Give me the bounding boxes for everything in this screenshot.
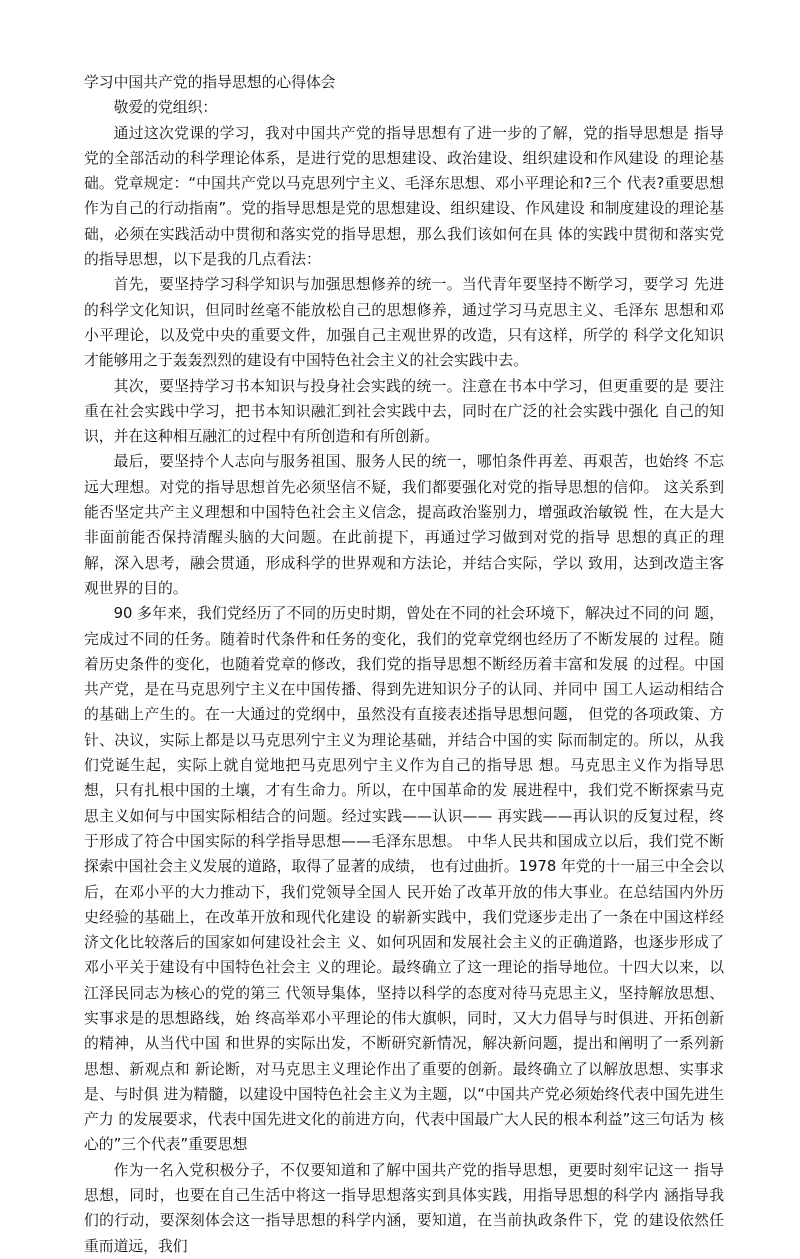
document-title: 学习中国共产党的指导思想的心得体会 (84, 74, 336, 91)
paragraph-conclusion: 作为一名入党积极分子，不仅要知道和了解中国共产党的指导思想，更要时刻牢记这一 指导思想，同时，也要在自己生活中将这一指导思想落实到具体实践，用指导思想的科学内 涵指导我们的行动，要深刻体会这一指导思想的科学内涵，要知道，在当前执政条件下，党 的建设依然任重而道远，我们 (84, 1161, 724, 1255)
paragraph-intro: 通过这次党课的学习，我对中国共产党的指导思想有了进一步的了解，党的指导思想是 指导党的全部活动的科学理论体系，是进行党的思想建设、政治建设、组织建设和作风建设 的理论基础。党章规定：“中国共产党以马克思列宁主义、毛泽东思想、邓小平理论和?三个 代表?重要思想作为自己的行动指南”。党的指导思想是党的思想建设、组织建设、作风建设 和制度建设的理论基础，必须在实践活动中贯彻和落实党的指导思想，那么我们该如何在具 体的实践中贯彻和落实党的指导思想，以下是我的几点看法： (84, 124, 724, 269)
paragraph-last-point: 最后，要坚持个人志向与服务祖国、服务人民的统一，哪怕条件再差、再艰苦，也始终 不忘远大理想。对党的指导思想首先必须坚信不疑，我们都要强化对党的指导思想的信仰。 这关系到能否坚定共产主义理想和中国特色社会主义信念，提高政治鉴别力，增强政治敏锐 性，在大是大非面前能否保持清醒头脑的大问题。在此前提下，再通过学习做到对党的指导 思想的真正的理解，深入思考，融会贯通，形成科学的世界观和方法论，并结合实际，学以 致用，达到改造主客观世界的目的。 (84, 453, 724, 597)
paragraph-second-point: 其次，要坚持学习书本知识与投身社会实践的统一。注意在书本中学习，但更重要的是 要注重在社会实践中学习，把书本知识融汇到社会实践中去，同时在广泛的社会实践中强化 自己的知识，并在这种相互融汇的过程中有所创造和有所创新。 (84, 377, 724, 446)
document-page (84, 70, 724, 1259)
paragraph-first-point: 首先，要坚持学习科学知识与加强思想修养的统一。当代青年要坚持不断学习，要学习 先进的科学文化知识，但同时丝毫不能放松自己的思想修养，通过学习马克思主义、毛泽东 思想和邓小平理论，以及党中央的重要文件，加强自己主观世界的改造，只有这样，所学的 科学文化知识才能够用之于轰轰烈烈的建设有中国特色社会主义的社会实践中去。 (84, 276, 724, 370)
paragraph-party-history: 90 多年来，我们党经历了不同的历史时期，曾处在不同的社会环境下，解决过不同的问 题，完成过不同的任务。随着时代条件和任务的变化，我们的党章党纲也经历了不断发展的 过程。随着历史条件的变化，也随着党章的修改，我们党的指导思想不断经历着丰富和发展 的过程。中国共产党，是在马克思列宁主义在中国传播、得到先进知识分子的认同、并同中 国工人运动相结合的基础上产生的。在一大通过的党纲中，虽然没有直接表述指导思想问题， 但党的各项政策、方针、决议，实际上都是以马克思列宁主义为理论基础，并结合中国的实 际而制定的。所以，从我们党诞生起，实际上就自觉地把马克思列宁主义作为自己的指导思 想。马克思主义作为指导思想，只有扎根中国的土壤，才有生命力。所以，在中国革命的发 展进程中，我们党不断探索马克思主义如何与中国实际相结合的问题。经过实践——认识—— 再实践——再认识的反复过程，终于形成了符合中国实际的科学指导思想——毛泽东思想。 中华人民共和国成立以后，我们党不断探索中国社会主义发展的道路，取得了显著的成绩， 也有过曲折。1978 年党的十一届三中全会以后，在邓小平的大力推动下，我们党领导全国人 民开始了改革开放的伟大事业。在总结国内外历史经验的基础上，在改革开放和现代化建设 的崭新实践中，我们党逐步走出了一条在中国这样经济文化比较落后的国家如何建设社会主 义、如何巩固和发展社会主义的正确道路，也逐步形成了邓小平关于建设有中国特色社会主 义的理论。最终确立了这一理论的指导地位。十四大以来，以江泽民同志为核心的党的第三 代领导集体，坚持以科学的态度对待马克思主义，坚持解放思想、实事求是的思想路线，始 终高举邓小平理论的伟大旗帜，同时，又大力倡导与时俱进、开拓创新的精神，从当代中国 和世界的实际出发，不断研究新情况，解决新问题，提出和阐明了一系列新思想、新观点和 新论断，对马克思主义理论作出了重要的创新。最终确立了以解放思想、实事求是、与时俱 进为精髓，以建设中国特色社会主义为主题，以“中国共产党必须始终代表中国先进生产力 的发展要求，代表中国先进文化的前进方向，代表中国最广大人民的根本利益”这三句话为 核心的”三个代表”重要思想 (84, 605, 724, 1154)
salutation: 敬爱的党组织： (113, 99, 218, 117)
